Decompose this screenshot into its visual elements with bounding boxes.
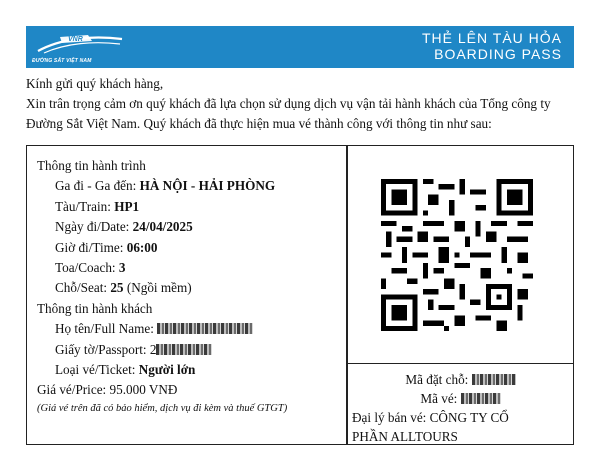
passport-row [37,340,346,360]
name-row [37,319,346,339]
date-value: 24/04/2025 [132,219,193,235]
route-label: Ga đi - Ga đến: [55,178,137,194]
ticket-type-row [37,360,346,380]
boarding-pass-header [26,26,574,68]
price-value: 95.000 VNĐ [109,382,178,398]
intro-text [26,74,586,134]
agent-label: Đại lý bán vé: [352,410,427,425]
greeting: Kính gửi quý khách hàng, [26,76,164,91]
price-note: (Giá vé trên đã có bảo hiểm, dịch vụ đi kèm và thuế GTGT) [37,402,288,414]
seat-type: (Ngồi mềm) [126,280,192,296]
route-value: HÀ NỘI - HẢI PHÒNG [139,178,276,194]
price-row [37,380,346,400]
booking-code-label: Mã đặt chỗ: [405,372,469,387]
time-value: 06:00 [126,239,158,255]
redacted-booking-code [472,374,516,385]
time-label: Giờ đi/Time: [55,239,124,255]
seat-label: Chỗ/Seat: [55,280,108,296]
seat-row [37,278,346,298]
train-row [37,197,346,217]
name-label: Họ tên/Full Name: [55,321,154,337]
agent-value-line1: CÔNG TY CỔ [429,410,509,425]
ticket-type-value: Người lớn [138,362,196,378]
passport-partial: 2 [149,341,157,357]
coach-row [37,258,346,278]
booking-code-row [348,370,573,389]
train-label: Tàu/Train: [55,198,111,214]
redacted-passport [156,344,212,355]
svg-text:VNR: VNR [68,36,83,43]
agent-value-line2: PHẦN ALLTOURS [352,429,458,444]
ticket-code-row [348,389,573,408]
train-value: HP1 [114,198,140,214]
intro-body: Xin trân trọng cảm ơn quý khách đã lựa chọn sử dụng dịch vụ vận tải hành khách của Tổng công ty Đường Sắt Việt Nam. Quý khách đã thực hiện mua vé thành công với thông tin như sau: [26,96,551,131]
qr-code-icon [381,179,533,331]
passenger-section-title: Thông tin hành khách [37,300,153,316]
title-english: BOARDING PASS [434,46,562,62]
header-title [422,30,562,62]
date-row [37,217,346,237]
coach-value: 3 [118,260,126,276]
booking-info [347,364,573,444]
route-row [37,176,346,196]
ticket-card [26,145,574,445]
passport-label: Giấy tờ/Passport: [55,341,147,357]
trip-section-title: Thông tin hành trình [37,158,146,173]
title-vietnamese: THẺ LÊN TÀU HỎA [422,30,562,46]
time-row [37,238,346,258]
redacted-name [157,323,253,334]
coach-label: Toa/Coach: [55,260,116,276]
logo-caption: ĐƯỜNG SẮT VIỆT NAM [32,58,92,64]
ticket-code-label: Mã vé: [420,391,458,406]
date-label: Ngày đi/Date: [55,219,130,235]
ticket-details [27,146,347,444]
qr-panel [347,146,573,364]
redacted-ticket-code [461,393,501,404]
ticket-type-label: Loại vé/Ticket: [55,362,136,378]
price-label: Giá vé/Price: [37,382,107,398]
seat-value: 25 [110,280,124,296]
vnr-logo [30,29,126,65]
agent-row [348,408,573,427]
